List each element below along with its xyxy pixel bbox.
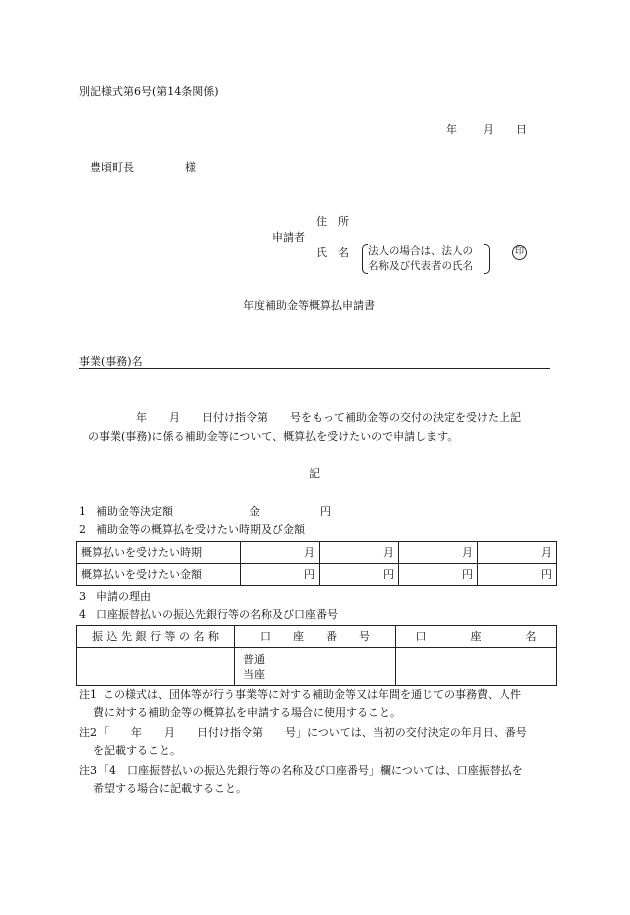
period-cell: 月: [478, 542, 557, 564]
note3-line2: 希望する場合に記載すること。: [93, 782, 247, 795]
schedule-row-amount: [77, 564, 557, 586]
addressee-name: 豊頃町長: [90, 161, 134, 174]
note2-line2: を記載すること。: [93, 744, 181, 757]
item2-number: 2: [79, 523, 86, 536]
form-number: 別記様式第6号(第14条関係): [79, 85, 219, 98]
bracket-right: [484, 244, 490, 274]
item1-currency: 金: [249, 505, 260, 518]
schedule-table: [76, 541, 557, 586]
date-day: 日: [516, 123, 527, 136]
period-cell: 月: [399, 542, 478, 564]
period-cell: 月: [320, 542, 399, 564]
addressee-honorific: 様: [185, 161, 196, 174]
note2-line1: 「 年 月 日付け指令第 号」については、当初の交付決定の年月日、番号: [98, 726, 527, 739]
amount-label: 概算払いを受けたい金額: [77, 564, 241, 586]
period-cell: 月: [241, 542, 320, 564]
bank-name-header: 振 込 先 銀 行 等 の 名 称: [77, 626, 235, 648]
date-month: 月: [483, 123, 494, 136]
schedule-row-period: [77, 542, 557, 564]
note3-label: 注3: [79, 764, 97, 777]
item1-label: 補助金等決定額: [96, 505, 173, 518]
seal-icon: 印: [512, 245, 527, 260]
item1-unit: 円: [320, 505, 331, 518]
bank-name-cell: [77, 648, 235, 686]
corp-note-line1: 法人の場合は、法人の: [368, 245, 473, 257]
note2-label: 注2: [79, 726, 97, 739]
item3-number: 3: [79, 590, 86, 603]
address-label: 住 所: [316, 215, 349, 228]
account-number-header: 口 座 番 号: [235, 626, 396, 648]
item3-label: 申請の理由: [96, 590, 151, 603]
date-year: 年: [446, 123, 457, 136]
project-label: 事業(事務)名: [79, 355, 143, 368]
item4-label: 口座振替払いの振込先銀行等の名称及び口座番号: [96, 608, 338, 621]
applicant-label: 申請者: [272, 231, 305, 244]
item2-label: 補助金等の概算払を受けたい時期及び金額: [96, 523, 305, 536]
period-label: 概算払いを受けたい時期: [77, 542, 241, 564]
account-number-cell: [235, 648, 396, 686]
note3-line1: 「4 口座振替払いの振込先銀行等の名称及び口座番号」欄については、口座振替払を: [98, 764, 523, 777]
corp-note-line2: 名称及び代表者の氏名: [368, 260, 473, 272]
bank-header-row: [77, 626, 557, 648]
amount-cell: 円: [241, 564, 320, 586]
amount-cell: 円: [399, 564, 478, 586]
body-line2: の事業(事務)に係る補助金等について、概算払を受けたいので申請します。: [88, 430, 459, 443]
bank-table: [76, 625, 557, 686]
item4-number: 4: [79, 608, 86, 621]
project-underline: [79, 368, 550, 369]
note1-label: 注1: [79, 688, 97, 701]
amount-cell: 円: [320, 564, 399, 586]
body-line1: 年 月 日付け指令第 号をもって補助金等の交付の決定を受けた上記: [136, 411, 521, 424]
bank-data-row: [77, 648, 557, 686]
amount-cell: 円: [478, 564, 557, 586]
account-name-header: 口 座 名: [396, 626, 557, 648]
account-type-current: 当座: [243, 667, 265, 681]
item1-number: 1: [79, 505, 86, 518]
account-name-cell: [396, 648, 557, 686]
note1-line2: 費に対する補助金等の概算払を申請する場合に使用すること。: [93, 706, 401, 719]
name-label: 氏 名: [316, 246, 349, 259]
document-title: 年度補助金等概算払申請書: [243, 299, 375, 312]
account-type-ordinary: 普通: [243, 652, 265, 666]
note1-line1: この様式は、団体等が行う事業等に対する補助金等又は年間を通じての事務費、人件: [103, 688, 521, 701]
ki-heading: 記: [309, 467, 320, 480]
